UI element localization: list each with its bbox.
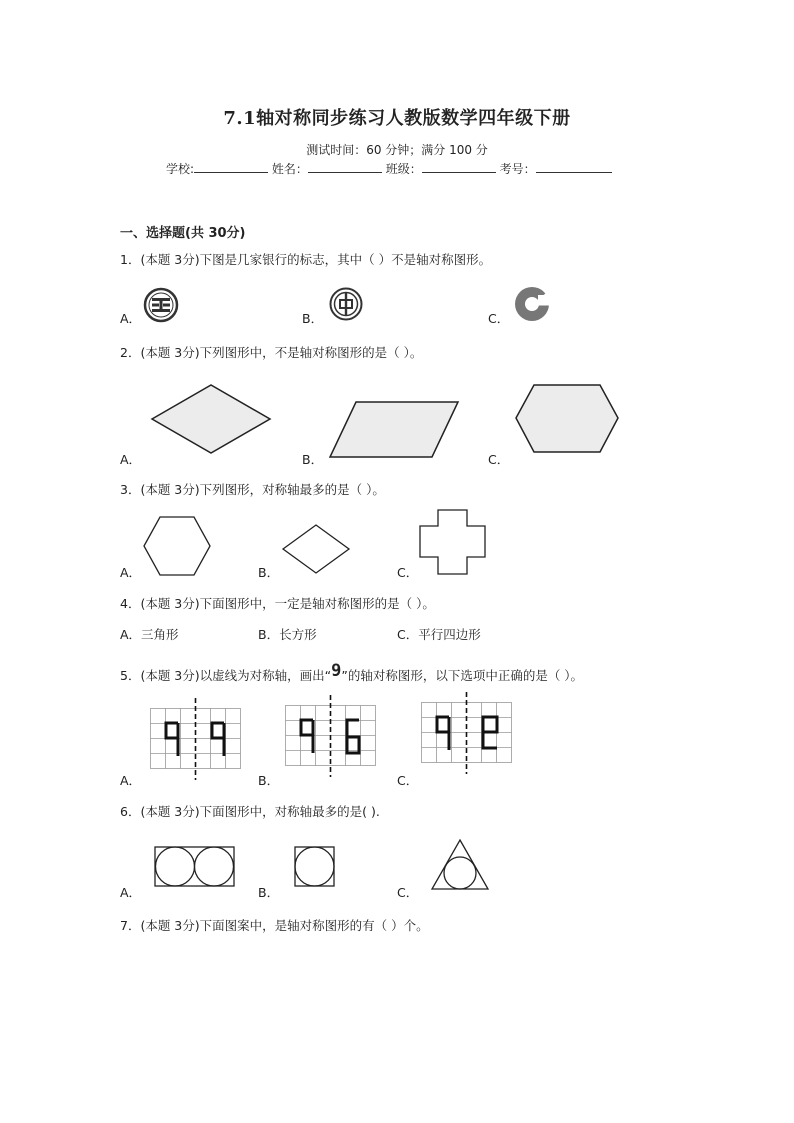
test-info: 测试时间：60 分钟；满分 100 分 [306, 143, 488, 157]
q3-hexagon-shape [142, 515, 212, 577]
q5-option-b-label: B． [258, 773, 280, 788]
exam-no-label: 考号： [499, 162, 536, 176]
q6-option-c-label: C． [397, 885, 419, 900]
question-6: 6．(本题 3分)下面图形中，对称轴最多的是( ). [120, 804, 380, 819]
q2-parallelogram-shape [328, 400, 460, 460]
question-4: 4．(本题 3分)下面图形中，一定是轴对称图形的是（ ）。 [120, 596, 435, 611]
q2-hexagon-shape [514, 383, 620, 455]
question-7: 7．(本题 3分)下面图案中，是轴对称图形的有（ ）个。 [120, 918, 429, 933]
q6-circle-in-triangle [430, 838, 490, 892]
class-blank[interactable] [422, 160, 496, 173]
q6-two-circles-rectangle [154, 846, 236, 888]
q3-option-b-label: B． [258, 565, 280, 580]
q3-option-c-label: C． [397, 565, 419, 580]
q2-option-c-label: C． [488, 452, 510, 467]
name-blank[interactable] [308, 160, 382, 173]
q5-text-after: ”的轴对称图形，以下选项中正确的是（ ）。 [341, 668, 584, 683]
q3-rhombus-shape [281, 523, 353, 575]
section-heading: 一、选择题(共 30分) [120, 226, 246, 241]
q6-circle-in-square [294, 846, 336, 888]
q3-option-a-label: A． [120, 565, 142, 580]
q6-option-b-label: B． [258, 885, 280, 900]
q1-option-b-label: B． [302, 311, 324, 326]
student-info-line [166, 160, 612, 177]
q2-option-a-label: A． [120, 452, 142, 467]
q4-option-b[interactable]: B．长方形 [258, 627, 317, 642]
page-title: 7.1轴对称同步练习人教版数学四年级下册 [223, 108, 571, 129]
q6-option-a-label: A． [120, 885, 142, 900]
question-1: 1．(本题 3分)下图是几家银行的标志，其中（ ）不是轴对称图形。 [120, 252, 492, 267]
name-label: 姓名： [271, 162, 308, 176]
school-label: 学校: [166, 162, 195, 176]
q5-grid-b [285, 693, 377, 779]
q4-option-a[interactable]: A．三角形 [120, 627, 179, 642]
exam-no-blank[interactable] [536, 160, 612, 173]
q2-option-b-label: B． [302, 452, 324, 467]
bank-logo-b-icon [329, 287, 363, 321]
q3-cross-shape [418, 508, 488, 576]
q5-option-c-label: C． [397, 773, 419, 788]
q5-text-before: 5．(本题 3分)以虚线为对称轴，画出“ [120, 668, 332, 683]
question-3: 3．(本题 3分)下列图形，对称轴最多的是（ ）。 [120, 482, 385, 497]
bank-logo-c-icon [514, 286, 550, 322]
q4-option-c[interactable]: C．平行四边形 [397, 627, 481, 642]
q1-option-a-label: A． [120, 311, 142, 326]
school-blank[interactable] [194, 160, 268, 173]
class-label: 班级： [385, 162, 422, 176]
q5-digit-glyph: 9 [331, 661, 342, 681]
q5-grid-a [150, 696, 242, 782]
q2-rhombus-shape [150, 383, 272, 455]
q5-grid-c [421, 690, 513, 776]
q5-option-a-label: A． [120, 773, 142, 788]
bank-logo-a-icon [143, 287, 179, 323]
question-2: 2．(本题 3分)下列图形中，不是轴对称图形的是（ ）。 [120, 345, 423, 360]
question-5 [120, 661, 584, 685]
q1-option-c-label: C． [488, 311, 510, 326]
